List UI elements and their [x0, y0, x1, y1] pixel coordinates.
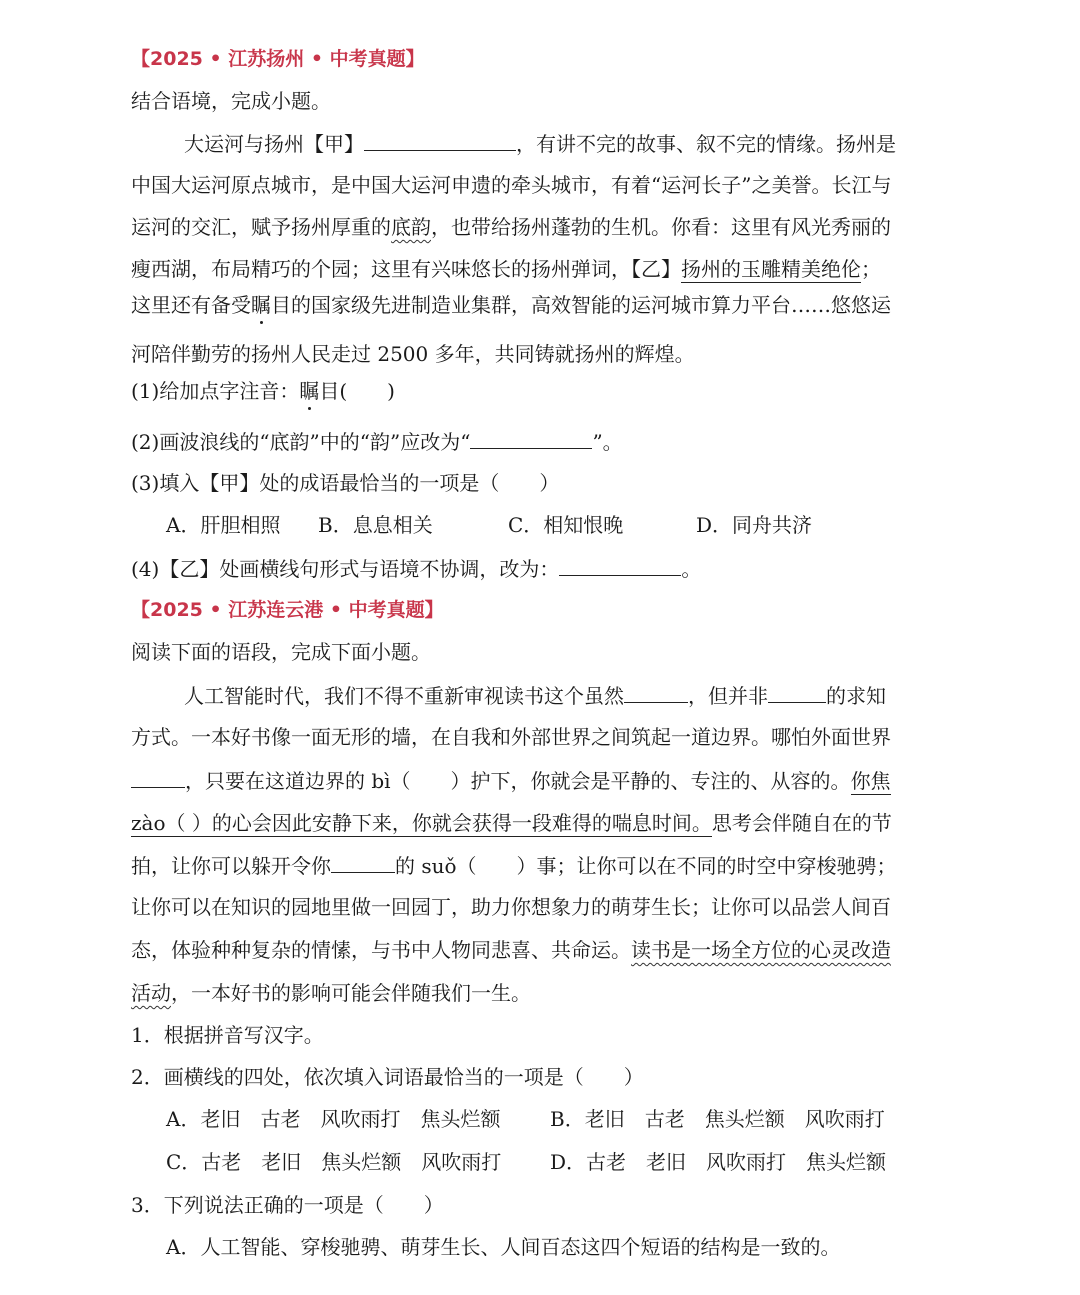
q2-sub3: 3．下列说法正确的一项是（ ）	[131, 1193, 444, 1217]
underlined-sentence: 你焦	[850, 769, 891, 793]
q2-option-a: A．老旧 古老 风吹雨打 焦头烂额	[166, 1107, 501, 1131]
q1-passage-line-5: 这里还有备受瞩目的国家级先进制造业集群，高效智能的运河城市算力平台……悠悠运	[131, 293, 891, 317]
q2-source-tag: 【2025 • 江苏连云港 • 中考真题】	[131, 599, 444, 621]
q2-passage-line-5: 拍，让你可以躲开令你 的 suǒ（ ）事；让你可以在不同的时空中穿梭驰骋；	[131, 850, 897, 881]
q1-sub2: (2)画波浪线的“底韵”中的“韵”应改为“ ”。	[131, 426, 623, 457]
q2-option-b: B．老旧 古老 焦头烂额 风吹雨打	[550, 1107, 885, 1131]
q1-passage-line-6: 河陪伴勤劳的扬州人民走过 2500 多年，共同铸就扬州的辉煌。	[131, 342, 695, 366]
dotted-char-zhu: 瞩	[251, 293, 271, 317]
wavy-underline-diyun: 底韵	[391, 215, 431, 239]
blank-4	[331, 850, 395, 873]
q2-passage-line-3: ，只要在这道边界的 bì（ ）护下，你就会是平静的、专注的、从容的。你焦	[131, 765, 891, 796]
q1-option-d: D．同舟共济	[696, 513, 813, 537]
wavy-underline-sentence: 读书是一场全方位的心灵改造	[631, 938, 891, 962]
dotted-char-zhu: 瞩	[299, 379, 320, 403]
answer-blank	[470, 426, 592, 449]
blank-3	[131, 765, 185, 788]
q2-option-d: D．古老 老旧 风吹雨打 焦头烂额	[550, 1150, 887, 1174]
q1-passage-line-1: 大运河与扬州【甲】 ，有讲不完的故事、叙不完的情缘。扬州是	[184, 128, 896, 159]
q1-instruction: 结合语境，完成小题。	[131, 89, 331, 113]
q1-passage-line-4: 瘦西湖，布局精巧的个园；这里有兴味悠长的扬州弹词，【乙】扬州的玉雕精美绝伦；	[131, 257, 881, 281]
answer-blank	[559, 553, 681, 576]
q2-passage-line-2: 方式。一本好书像一面无形的墙，在自我和外部世界之间筑起一道边界。哪怕外面世界	[131, 725, 891, 749]
q2-sub3-option-a: A．人工智能、穿梭驰骋、萌芽生长、人间百态这四个短语的结构是一致的。	[166, 1235, 841, 1259]
blank-2	[768, 680, 826, 703]
q2-instruction: 阅读下面的语段，完成下面小题。	[131, 640, 431, 664]
q2-sub1: 1．根据拼音写汉字。	[131, 1023, 324, 1047]
wavy-underline-sentence: 活动	[131, 981, 171, 1005]
q1-option-b: B．息息相关	[318, 513, 433, 537]
q2-sub2: 2．画横线的四处，依次填入词语最恰当的一项是（ ）	[131, 1065, 644, 1089]
blank-1	[624, 680, 688, 703]
q2-option-c: C．古老 老旧 焦头烂额 风吹雨打	[166, 1150, 502, 1174]
q1-sub3: (3)填入【甲】处的成语最恰当的一项是（ ）	[131, 471, 560, 495]
q1-passage-line-2: 中国大运河原点城市，是中国大运河申遗的牵头城市，有着“运河长子”之美誉。长江与	[131, 173, 892, 197]
q1-sub1: (1)给加点字注音：瞩目( )	[131, 379, 395, 403]
q1-sub4: (4)【乙】处画横线句形式与语境不协调，改为： 。	[131, 553, 701, 584]
q1-source-tag: 【2025 • 江苏扬州 • 中考真题】	[131, 48, 425, 70]
q2-passage-line-8: 活动，一本好书的影响可能会伴随我们一生。	[131, 981, 531, 1005]
q2-passage-line-6: 让你可以在知识的园地里做一回园丁，助力你想象力的萌芽生长；让你可以品尝人间百	[131, 895, 891, 919]
q2-passage-line-1: 人工智能时代，我们不得不重新审视读书这个虽然 ，但并非 的求知	[184, 680, 886, 711]
q2-passage-line-4: zào（ ）的心会因此安静下来，你就会获得一段难得的喘息时间。思考会伴随自在的节	[131, 811, 892, 835]
underlined-sentence-yi: 扬州的玉雕精美绝伦	[681, 257, 861, 281]
blank-jia	[364, 128, 516, 151]
q2-passage-line-7: 态，体验种种复杂的情愫，与书中人物同悲喜、共命运。读书是一场全方位的心灵改造	[131, 938, 891, 962]
q1-option-c: C．相知恨晚	[508, 513, 624, 537]
q1-option-a: A．肝胆相照	[166, 513, 281, 537]
q1-passage-line-3: 运河的交汇，赋予扬州厚重的底韵，也带给扬州蓬勃的生机。你看：这里有风光秀丽的	[131, 215, 891, 239]
underlined-sentence: zào（ ）的心会因此安静下来，你就会获得一段难得的喘息时间。	[131, 811, 712, 835]
